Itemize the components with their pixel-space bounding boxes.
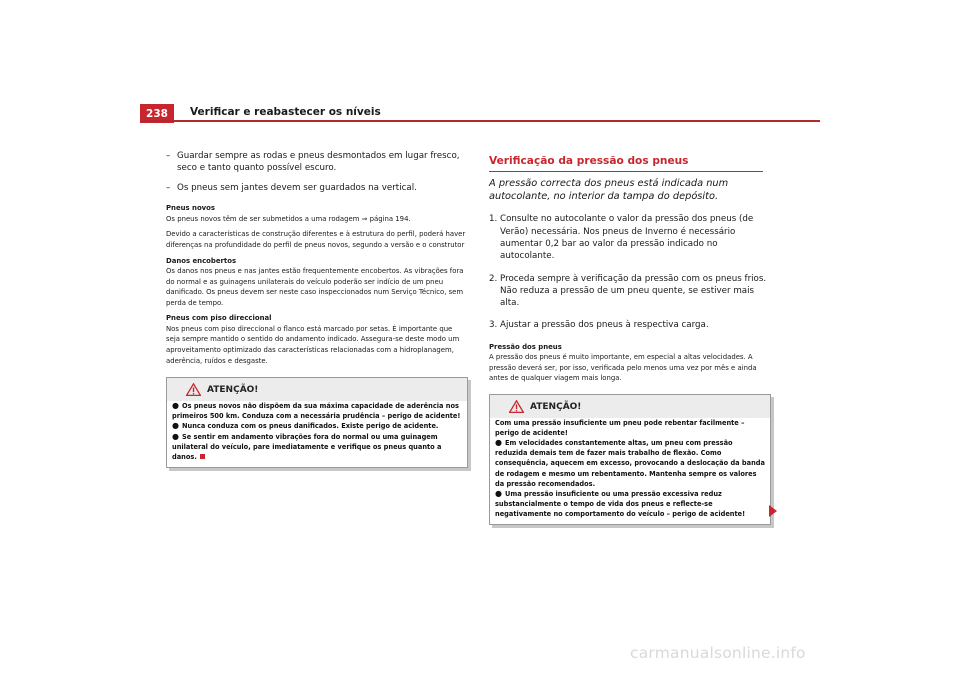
left-column bbox=[166, 150, 468, 468]
directional-p1: Nos pneus com piso direccional o flanco está marcado por setas. É importante que seja sempre mantido o sentido do andamento indicado. Assegura-se deste modo um aproveitamento optimizado das características relacionadas com a hidroplanagem, aderência, ruídos e desgaste. bbox=[166, 324, 460, 365]
bullet-icon: ● bbox=[495, 438, 502, 448]
bullet-icon: ● bbox=[172, 431, 179, 441]
bullet-icon: ● bbox=[495, 488, 502, 498]
warning-title: ATENÇÃO! bbox=[207, 384, 259, 395]
step-item: 2. Proceda sempre à verificação da pressão com os pneus frios. Não reduza a pressão de um pneu quente, se estiver mais alta. bbox=[489, 273, 767, 309]
list-item: – Os pneus sem jantes devem ser guardados na vertical. bbox=[166, 182, 417, 193]
warning-header bbox=[495, 395, 766, 418]
header-rule bbox=[140, 120, 820, 122]
warning-body bbox=[495, 418, 766, 519]
warning-body bbox=[172, 401, 463, 462]
running-title: Verificar e reabastecer os níveis bbox=[190, 106, 381, 118]
warning-header bbox=[172, 378, 463, 401]
right-column bbox=[489, 154, 771, 525]
section-lead: A pressão correcta dos pneus está indicada num autocolante, no interior da tampa do depósito. bbox=[489, 178, 729, 203]
list-item-text: Guardar sempre as rodas e pneus desmontados em lugar fresco, seco e tanto quanto possível escuro. bbox=[177, 151, 460, 174]
pressure-p1: A pressão dos pneus é muito importante, em especial a altas velocidades. A pressão deverá ser, por isso, verificada pelo menos uma vez por mês e ainda antes de qualquer viagem mais longa. bbox=[489, 353, 757, 383]
warning-intro: Com uma pressão insuficiente um pneu pode rebentar facilmente – perigo de acidente! bbox=[495, 419, 745, 438]
hidden-damage-p1: Os danos nos pneus e nas jantes estão frequentemente encobertos. As vibrações fora do normal e as guinagens unilaterais do veículo poderão ser indício de um pneu danificado. Os pneus devem ser neste caso inspeccionados num Serviço Técnico, sem perda de tempo. bbox=[166, 267, 464, 307]
directional-heading: Pneus com piso direccional bbox=[166, 314, 272, 323]
warning-triangle-icon bbox=[186, 383, 201, 396]
step-item: 3. Ajustar a pressão dos pneus à respectiva carga. bbox=[489, 320, 709, 331]
warning-box-right bbox=[489, 394, 771, 525]
warning-triangle-icon bbox=[509, 400, 524, 413]
hidden-damage-heading: Danos encobertos bbox=[166, 256, 237, 265]
new-tires-p2: Devido a características de construção diferentes e à estrutura do perfil, poderá haver diferenças na profundidade do perfil de pneus novos, segundo a versão e o construtor bbox=[166, 230, 466, 249]
bullet-icon: ● bbox=[172, 421, 179, 431]
watermark: carmanualsonline.info bbox=[630, 644, 806, 662]
warning-bullet: ● Os pneus novos não dispõem da sua máxima capacidade de aderência nos primeiros 500 km. Conduza com a necessária prudência – perigo de acidente! bbox=[172, 401, 461, 421]
list-item-text: Os pneus sem jantes devem ser guardados na vertical. bbox=[177, 182, 417, 193]
end-square-icon bbox=[200, 454, 205, 459]
warning-bullet: ● Se sentir em andamento vibrações fora do normal ou uma guinagem unilateral do veículo, pare imediatamente e verifique os pneus quanto a danos. bbox=[172, 431, 442, 461]
section-rule bbox=[489, 171, 763, 172]
bullet-icon: ● bbox=[172, 401, 179, 411]
warning-box-left bbox=[166, 377, 468, 468]
pressure-heading: Pressão dos pneus bbox=[489, 342, 562, 351]
list-item: – Guardar sempre as rodas e pneus desmontados em lugar fresco, seco e tanto quanto possível escuro. bbox=[166, 151, 460, 174]
new-tires-p1: Os pneus novos têm de ser submetidos a uma rodagem ⇒ página 194. bbox=[166, 214, 411, 223]
page-number: 238 bbox=[140, 104, 174, 123]
section-title: Verificação da pressão dos pneus bbox=[489, 155, 689, 167]
continue-arrow-icon bbox=[769, 505, 777, 517]
warning-bullet: ● Em velocidades constantemente altas, um pneu com pressão reduzida demais tem de fazer mais trabalho de flexão. Como consequência, aquecem em excesso, provocando a deslocação da banda de rodagem e mesmo um rebentamento. Mantenha sempre os valores da pressão recomendados. bbox=[495, 438, 765, 488]
warning-title: ATENÇÃO! bbox=[530, 401, 582, 412]
warning-bullet: ● Uma pressão insuficiente ou uma pressão excessiva reduz substancialmente o tempo de vida dos pneus e reflecte-se negativamente no comportamento do veículo – perigo de acidente! bbox=[495, 488, 746, 518]
warning-bullet: ● Nunca conduza com os pneus danificados. Existe perigo de acidente. bbox=[172, 421, 439, 431]
new-tires-heading: Pneus novos bbox=[166, 204, 216, 213]
step-item: 1. Consulte no autocolante o valor da pressão dos pneus (de Verão) necessária. Nos pneus de Inverno é necessário aumentar 0,2 bar ao valor da pressão indicado no autocolante. bbox=[489, 214, 754, 262]
